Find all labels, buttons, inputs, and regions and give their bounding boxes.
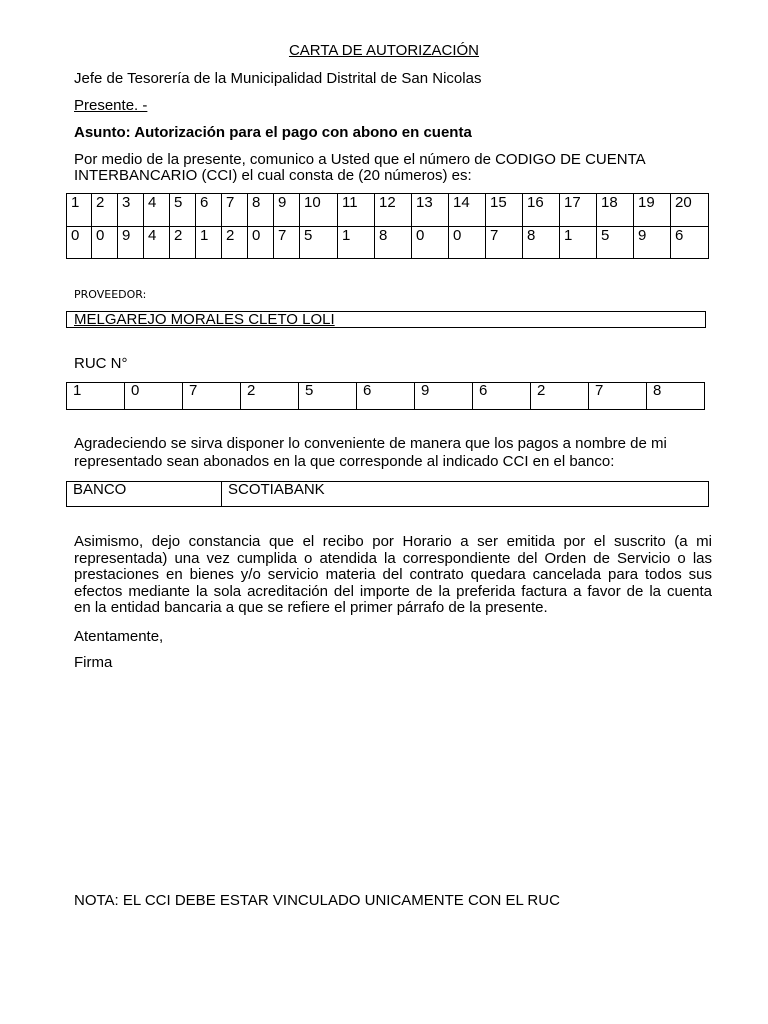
ruc-digit-cell: 7 xyxy=(183,383,241,410)
closing: Atentamente, xyxy=(74,628,164,645)
cci-position-cell: 5 xyxy=(170,194,196,227)
cci-header-row xyxy=(67,194,709,227)
cci-position-cell: 8 xyxy=(248,194,274,227)
cci-digit-cell: 1 xyxy=(196,227,222,259)
cci-digit-cell: 4 xyxy=(144,227,170,259)
cci-position-cell: 18 xyxy=(597,194,634,227)
cci-position-cell: 10 xyxy=(300,194,338,227)
cci-position-cell: 12 xyxy=(375,194,412,227)
cci-digit-cell: 2 xyxy=(222,227,248,259)
asimismo-line: en la entidad bancaria a que se refiere el primer párrafo de la presente. xyxy=(74,599,548,616)
cci-digit-cell: 7 xyxy=(486,227,523,259)
bank-table xyxy=(66,481,709,507)
cci-position-cell: 13 xyxy=(412,194,449,227)
ruc-digit-cell: 0 xyxy=(125,383,183,410)
ruc-digit-cell: 1 xyxy=(67,383,125,410)
ruc-digit-cell: 2 xyxy=(531,383,589,410)
cci-digit-cell: 1 xyxy=(338,227,375,259)
ruc-digit-cell: 7 xyxy=(589,383,647,410)
footer-note: NOTA: EL CCI DEBE ESTAR VINCULADO UNICAMENTE CON EL RUC xyxy=(74,892,560,909)
cci-digit-cell: 0 xyxy=(92,227,118,259)
bank-value: SCOTIABANK xyxy=(222,482,709,507)
asimismo-line: Asimismo, dejo constancia que el recibo por Horario a ser emitida por el suscrito (a mi xyxy=(74,533,712,550)
intro-line-1: Por medio de la presente, comunico a Usted que el número de CODIGO DE CUENTA xyxy=(74,151,646,168)
cci-digit-cell: 9 xyxy=(634,227,671,259)
ruc-digit-cell: 5 xyxy=(299,383,357,410)
cci-digit-cell: 2 xyxy=(170,227,196,259)
cci-position-cell: 4 xyxy=(144,194,170,227)
cci-position-cell: 16 xyxy=(523,194,560,227)
cci-table xyxy=(66,193,709,259)
asimismo-line: prestaciones en bienes y/o servicio materia del contrato quedara cancelada para todos sus xyxy=(74,566,712,583)
cci-position-cell: 14 xyxy=(449,194,486,227)
cci-digit-row xyxy=(67,227,709,259)
cci-digit-cell: 0 xyxy=(449,227,486,259)
proveedor-name: MELGAREJO MORALES CLETO LOLI xyxy=(74,311,335,328)
proveedor-box xyxy=(66,311,706,328)
signature-label: Firma xyxy=(74,654,113,671)
asimismo-paragraph xyxy=(74,534,712,617)
cci-position-cell: 2 xyxy=(92,194,118,227)
ruc-digit-cell: 6 xyxy=(357,383,415,410)
thanks-line-2: representado sean abonados en la que corresponde al indicado CCI en el banco: xyxy=(74,453,615,470)
cci-digit-cell: 0 xyxy=(248,227,274,259)
asimismo-line: representada) una vez cumplida o atendida la correspondiente del Orden de Servicio o las xyxy=(74,549,712,567)
cci-position-cell: 7 xyxy=(222,194,248,227)
cci-position-cell: 19 xyxy=(634,194,671,227)
cci-position-cell: 20 xyxy=(671,194,709,227)
cci-digit-cell: 9 xyxy=(118,227,144,259)
cci-digit-cell: 8 xyxy=(375,227,412,259)
cci-position-cell: 3 xyxy=(118,194,144,227)
cci-position-cell: 17 xyxy=(560,194,597,227)
cci-digit-cell: 0 xyxy=(412,227,449,259)
cci-digit-cell: 8 xyxy=(523,227,560,259)
addressee: Jefe de Tesorería de la Municipalidad Distrital de San Nicolas xyxy=(74,70,482,87)
ruc-digit-cell: 6 xyxy=(473,383,531,410)
asimismo-line: efectos mediante la sola acreditación del importe de la preferida factura a favor de la cuenta xyxy=(74,582,712,600)
ruc-label: RUC N° xyxy=(74,355,128,372)
cci-position-cell: 6 xyxy=(196,194,222,227)
thanks-line-1: Agradeciendo se sirva disponer lo conveniente de manera que los pagos a nombre de mi xyxy=(74,435,667,452)
ruc-digit-cell: 8 xyxy=(647,383,705,410)
cci-digit-cell: 1 xyxy=(560,227,597,259)
proveedor-label: PROVEEDOR: xyxy=(74,288,147,301)
ruc-table xyxy=(66,382,705,410)
subject-line: Asunto: Autorización para el pago con abono en cuenta xyxy=(74,124,472,141)
cci-position-cell: 9 xyxy=(274,194,300,227)
intro-line-2: INTERBANCARIO (CCI) el cual consta de (20 números) es: xyxy=(74,167,472,184)
cci-position-cell: 15 xyxy=(486,194,523,227)
cci-digit-cell: 7 xyxy=(274,227,300,259)
document-title: CARTA DE AUTORIZACIÓN xyxy=(288,42,480,59)
cci-position-cell: 11 xyxy=(338,194,375,227)
bank-label: BANCO xyxy=(67,482,222,507)
cci-digit-cell: 5 xyxy=(300,227,338,259)
presente-line: Presente. - xyxy=(74,97,148,114)
ruc-digit-cell: 2 xyxy=(241,383,299,410)
cci-digit-cell: 0 xyxy=(67,227,92,259)
cci-position-cell: 1 xyxy=(67,194,92,227)
ruc-digit-cell: 9 xyxy=(415,383,473,410)
cci-digit-cell: 5 xyxy=(597,227,634,259)
cci-digit-cell: 6 xyxy=(671,227,709,259)
ruc-digit-row xyxy=(67,383,705,410)
